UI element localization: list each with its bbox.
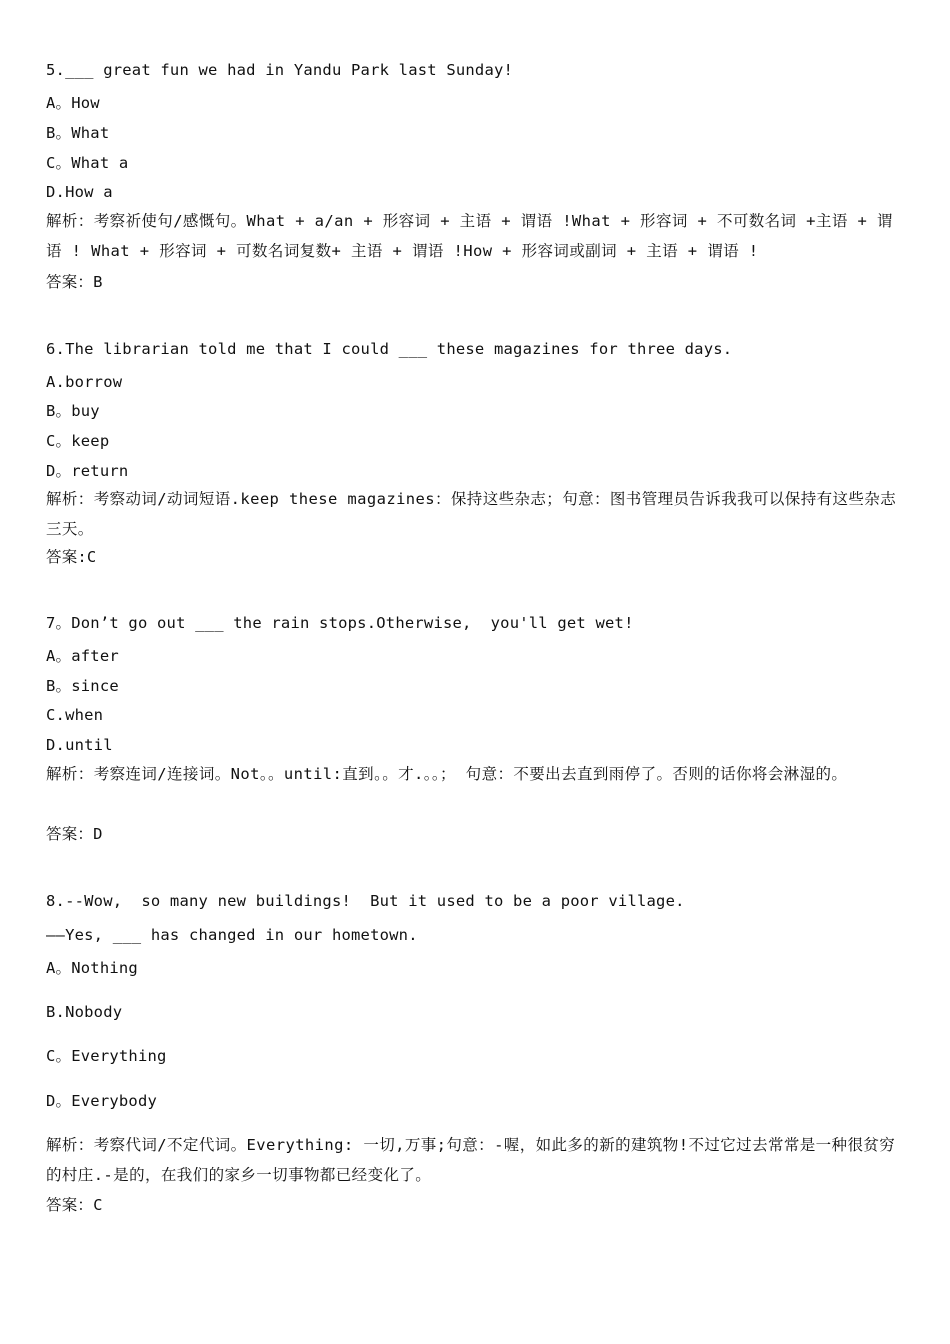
question-5-analysis: 解析：考察祈使句/感慨句。What + a/an + 形容词 + 主语 + 谓语 !What + 形容词 + 不可数名词 +主语 + 谓语 ! What + 形容词 + 可数名词复数+ 主语 + 谓语 !How + 形容词或副词 + 主语 + 谓语 ! [46, 212, 893, 260]
question-8-stem-reply: ——Yes, ___ has changed in our hometown. [46, 926, 418, 944]
question-7-answer: 答案：D [46, 825, 103, 843]
question-8-answer: 答案：C [46, 1196, 103, 1214]
question-7-option-b: B。since [46, 677, 119, 695]
question-6-stem: 6.The librarian told me that I could ___ these magazines for three days. [46, 340, 733, 358]
question-8-analysis: 解析：考察代词/不定代词。Everything: 一切,万事;句意：-喔，如此多的新的建筑物!不过它过去常常是一种很贫穷的村庄.-是的，在我们的家乡一切事物都已经变化了。 [46, 1136, 896, 1184]
question-8-option-c: C。Everything [46, 1047, 167, 1065]
question-8-option-a: A。Nothing [46, 959, 138, 977]
question-6-analysis: 解析：考察动词/动词短语.keep these magazines：保持这些杂志；句意：图书管理员告诉我我可以保持有这些杂志三天。 [46, 490, 897, 538]
question-5-option-a: A。How [46, 94, 100, 112]
question-6-option-d: D。return [46, 462, 129, 480]
question-8-stem: 8.--Wow, so many new buildings! But it used to be a poor village. [46, 892, 685, 910]
question-5-option-d: D.How a [46, 183, 113, 201]
question-6-option-b: B。buy [46, 402, 100, 420]
question-7-option-c: C.when [46, 706, 104, 724]
question-5-option-c: C。What a [46, 154, 129, 172]
question-6-answer: 答案:C [46, 548, 97, 566]
question-7-stem: 7。Don’t go out ___ the rain stops.Otherwise, you'll get wet! [46, 614, 634, 632]
question-8-option-b: B.Nobody [46, 1003, 123, 1021]
question-8-option-d: D。Everybody [46, 1092, 158, 1110]
question-7-option-a: A。after [46, 647, 119, 665]
question-7-option-d: D.until [46, 736, 113, 754]
question-7-analysis: 解析：考察连词/连接词。Not。。until:直到。。才.。。； 句意：不要出去直到雨停了。否则的话你将会淋湿的。 [46, 765, 848, 783]
question-5-option-b: B。What [46, 124, 110, 142]
question-5-stem: 5.___ great fun we had in Yandu Park last Sunday! [46, 61, 514, 79]
question-5-answer: 答案：B [46, 273, 103, 291]
question-6-option-c: C。keep [46, 432, 110, 450]
question-6-option-a: A.borrow [46, 373, 123, 391]
